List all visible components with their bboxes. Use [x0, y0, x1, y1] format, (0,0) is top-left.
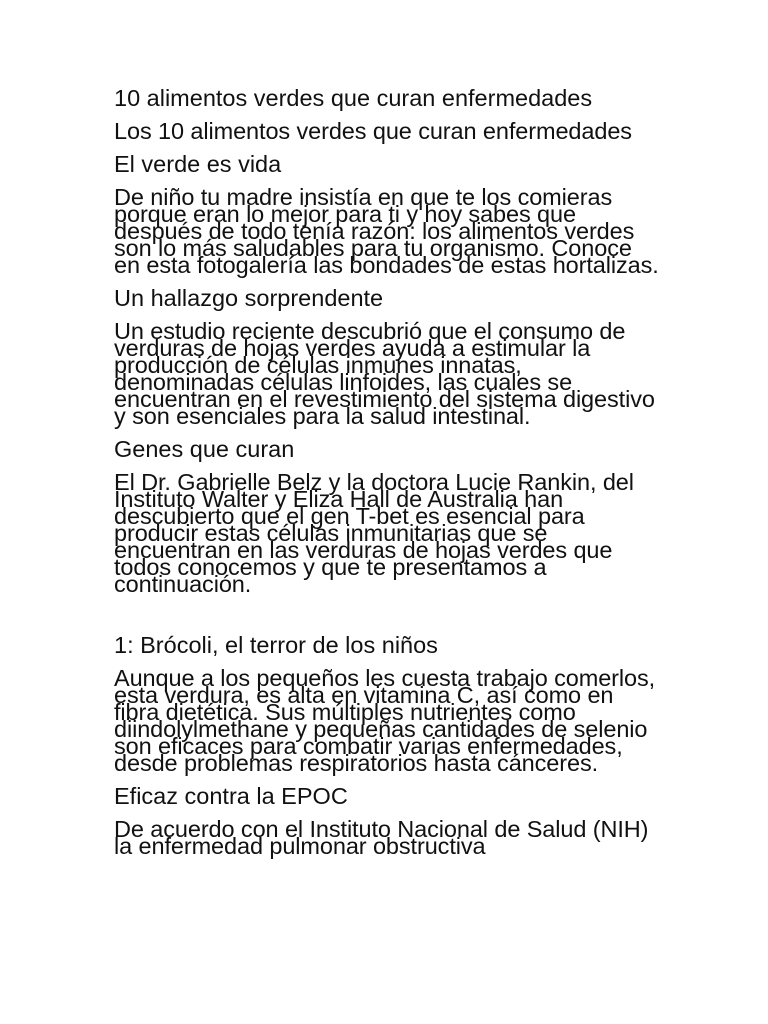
section-body-verde-es-vida: De niño tu madre insistía en que te los comieras porque eran lo mejor para ti y hoy sabes que después de todo tenía razón: los alimentos verdes son lo más saludables para tu organismo. Conoce en esta fotogalería las bondades de estas hortalizas. [114, 184, 659, 278]
section-heading-epoc: Eficaz contra la EPOC [114, 783, 348, 809]
section-body-epoc: De acuerdo con el Instituto Nacional de Salud (NIH) la enfermedad pulmonar obstructiva [114, 816, 649, 859]
section-spacer [114, 603, 659, 631]
document-title: 10 alimentos verdes que curan enfermedades [114, 85, 593, 111]
section-body-genes: El Dr. Gabrielle Belz y la doctora Lucie Rankin, del Instituto Walter y Eliza Hall de Australia han descubierto que el gen T-bet es esencial para producir estas células inmunitarias que se encuentran en las verduras de hojas verdes que todos conocemos y que te presentamos a continuación. [114, 469, 634, 597]
section-heading-verde-es-vida: El verde es vida [114, 151, 282, 177]
document-page [114, 84, 659, 865]
section-heading-genes: Genes que curan [114, 436, 295, 462]
document-subtitle: Los 10 alimentos verdes que curan enfermedades [114, 118, 632, 144]
section-body-brocoli: Aunque a los pequeños les cuesta trabajo comerlos, esta verdura, es alta en vitamina C, así como en fibra dietética. Sus múltiples nutrientes como diindolylmethane y pequeñas cantidades de selenio son eficaces para combatir varias enfermedades, desde problemas respiratorios hasta cánceres. [114, 665, 656, 776]
section-body-hallazgo: Un estudio reciente descubrió que el consumo de verduras de hojas verdes ayuda a estimular la producción de células inmunes innatas, denominadas células linfoides, las cuales se encuentran en el revestimiento del sistema digestivo y son esenciales para la salud intestinal. [114, 318, 655, 429]
section-heading-hallazgo: Un hallazgo sorprendente [114, 285, 384, 311]
section-heading-brocoli: 1: Brócoli, el terror de los niños [114, 632, 438, 658]
